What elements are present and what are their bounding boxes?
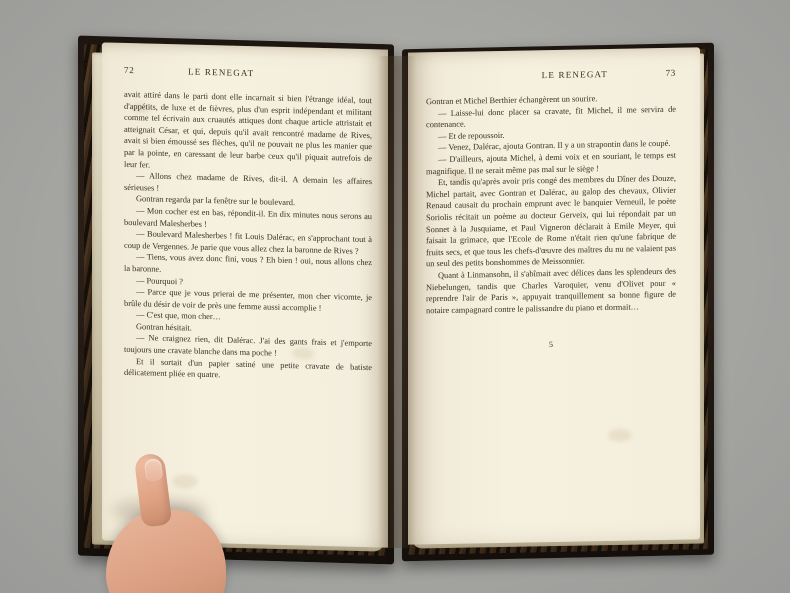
signature-mark: 5: [549, 340, 553, 350]
paragraph: — D'ailleurs, ajouta Michel, à demi voix et en souriant, le temps est magnifique. Il ne serait même pas mal sur le siège !: [426, 150, 676, 176]
paragraph: — Parce que je vous prierai de me présenter, mon cher vicomte, je brûle du désir de voir de près une femme aussi accomplie !: [124, 287, 372, 313]
paragraph: — Tiens, vous avez donc fini, vous ? Eh bien ! oui, nous allons chez la baronne.: [124, 252, 372, 274]
right-page-folio: 73: [665, 67, 676, 78]
paragraph: Quant à Linmansohn, il s'abîmait avec délices dans les splendeurs des Niebelungen, tandis que Charles Varoquier, venu d'Olivet pour « reprendre l'air de Paris », appuyait tranquillement sa bonne figure de notaire campagnard contre le palissandre du piano et dormait…: [426, 266, 676, 315]
left-page-text-column: [124, 65, 372, 385]
left-page-folio: 72: [124, 64, 135, 76]
paragraph: Gontran et Michel Berthier échangèrent un sourire.: [426, 94, 598, 107]
paragraph: — Ne craignez rien, dit Dalérac. J'ai des gants frais et j'emporte toujours une cravate blanche dans ma poche !: [124, 333, 372, 358]
paragraph: — Pourquoi ?: [136, 275, 183, 286]
open-book: [78, 26, 718, 566]
paragraph: — Venez, Dalérac, ajouta Gontran. Il y a un strapontin dans le coupé.: [438, 139, 671, 153]
right-page-running-title: LE RENEGAT: [541, 68, 608, 81]
paragraph: Gontran hésitait.: [136, 322, 192, 333]
paragraph: — Laisse-lui donc placer sa cravate, fit Michel, il me servira de contenance.: [426, 104, 676, 130]
right-page-text-column: [426, 68, 676, 352]
paragraph: Et, tandis qu'après avoir pris congé des membres du Dîner des Douze, Michel partait, avec Gontran et Dalérac, au galop des chevaux, Olivier Renaud causait du prochain emprunt avec le banquier Verneuil, le poète Soriolis récitait un poème au docteur Gerveix, qui lui répondait par un Sonnet à la Jusquiame, et Paul Vigneron déclarait à Emile Meyer, qui faisait la grimace, que l'Ecole de Rome n'était rien qu'une fabrique de fruits secs, et que tous les chefs-d'œuvre des maîtres du nu ne valaient pas un seul des petits bonshommes de Meissonnier.: [426, 173, 676, 269]
paragraph: Et il sortait d'un papier satiné une petite cravate de batiste délicatement pliée en quatre.: [124, 356, 372, 380]
paragraph: — Allons chez madame de Rives, dit-il. A demain les affaires sérieuses !: [124, 171, 372, 193]
paragraph: — C'est que, mon cher…: [136, 310, 222, 322]
paragraph: — Et de repoussoir.: [438, 130, 505, 141]
paragraph: avait attiré dans le parti dont elle incarnait si bien l'étrange idéal, tout d'appétits, de luxe et de fièvres, plus d'un esprit indépendant et militant comme tel écrivain aux cruautés attiques dont chaque article attristait et atteignait César, et qui, depuis qu'il avait rencontré madame de Rives, avait si bien émoussé ses flèches, qu'il ne pouvait ne plus les manier que par la pointe, en caressant de leur barbe ceux qu'il piquait autrefois de leur fer.: [124, 89, 372, 170]
paragraph: — Mon cocher est en bas, répondit-il. En dix minutes nous serons au boulevard Malesherbes !: [124, 206, 372, 229]
paragraph: Gontran regarda par la fenêtre sur le boulevard.: [136, 194, 296, 208]
left-page-running-title: LE RENEGAT: [188, 66, 255, 79]
paragraph: — Boulevard Malesherbes ! fit Louis Dalérac, en s'approchant tout à coup de Vergennes. Je parie que vous allez chez la baronne de Rives ?: [124, 229, 372, 256]
